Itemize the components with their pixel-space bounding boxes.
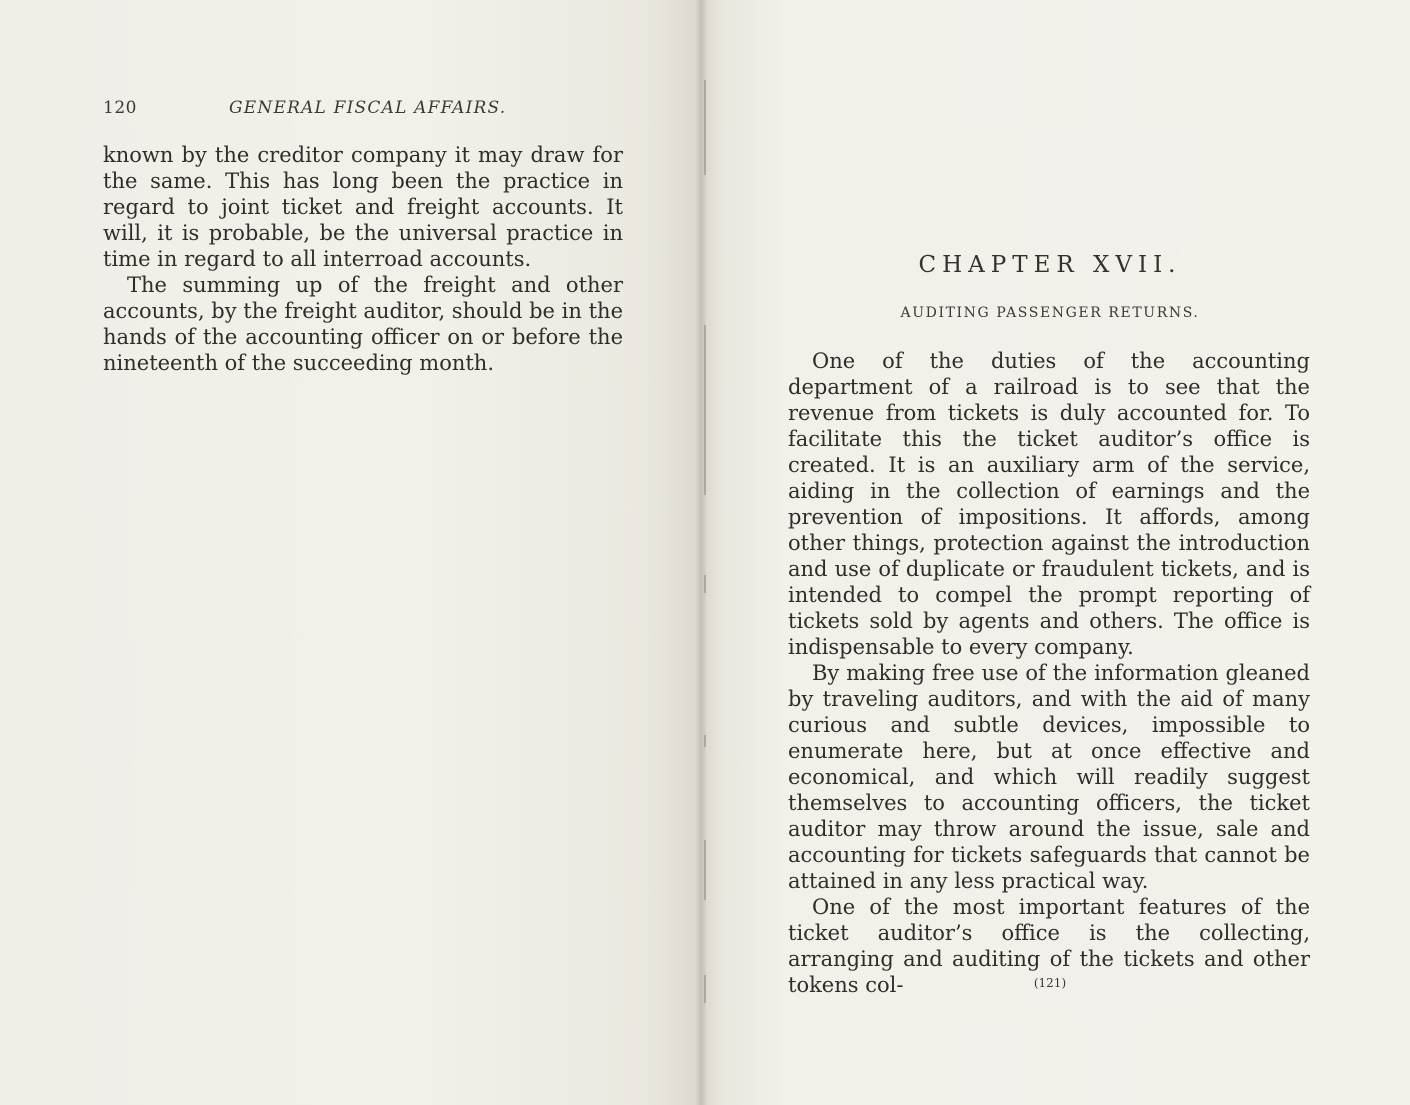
paragraph: By making free use of the information gleaned by traveling auditors, and with the aid of many curious and subtle devices, impossible to enumerate here, but at once effective and economical, and which will readily suggest themselves to accounting officers, the ticket auditor may throw around the issue, sale and accounting for tickets safeguards that cannot be attained in any less practical way. xyxy=(788,661,1310,893)
paragraph: known by the creditor company it may draw for the same. This has long been the practice in regard to joint ticket and freight accounts. It will, it is probable, be the universal practice in time in regard to all interroad accounts. xyxy=(103,143,623,271)
binding-stitch xyxy=(704,735,706,747)
binding-stitch xyxy=(704,80,706,175)
chapter-title: CHAPTER XVII. xyxy=(918,252,1182,278)
left-page xyxy=(0,0,700,1105)
chapter-subtitle: AUDITING PASSENGER RETURNS. xyxy=(900,305,1200,321)
binding-stitch xyxy=(704,840,706,900)
binding-stitch xyxy=(704,975,706,1003)
binding-stitch xyxy=(704,325,706,495)
paragraph: One of the duties of the accounting department of a railroad is to see that the revenue from tickets is duly accounted for. To facilitate this the ticket auditor’s office is created. It is an auxiliary arm of the service, aiding in the collection of earnings and the prevention of impositions. It affords, among other things, protection against the introduction and use of duplicate or fraudulent tickets, and is intended to compel the prompt reporting of tickets sold by agents and others. The office is indispensable to every company. xyxy=(788,349,1310,659)
binding-stitch xyxy=(704,575,706,593)
paragraph: The summing up of the freight and other accounts, by the freight auditor, should be in the hands of the accounting officer on or before the nineteenth of the succeeding month. xyxy=(103,273,623,375)
running-head xyxy=(103,98,623,122)
running-head-title: GENERAL FISCAL AFFAIRS. xyxy=(229,98,507,118)
page-number: 120 xyxy=(103,98,137,118)
folio-page-number: (121) xyxy=(1033,976,1067,990)
left-page-text xyxy=(103,142,623,376)
right-page-text xyxy=(788,348,1310,998)
paragraph: One of the most important features of the ticket auditor’s office is the collecting, arranging and auditing of the tickets and other tokens col- xyxy=(788,895,1310,997)
